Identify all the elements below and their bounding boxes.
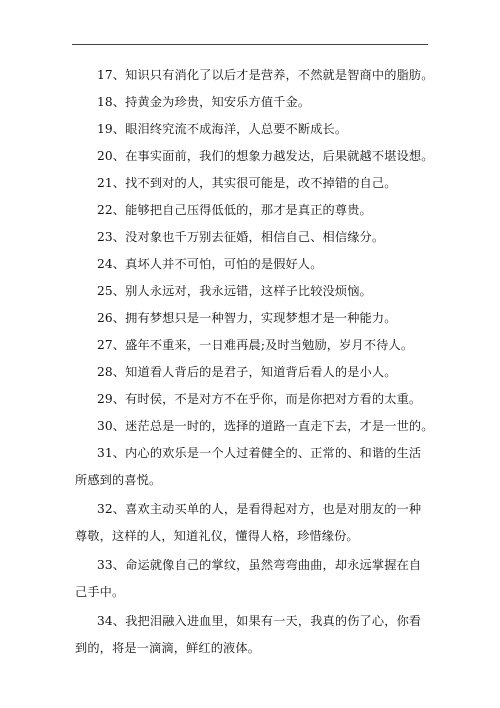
quote-item-24: 24、真坏人并不可怕，可怕的是假好人。 [97,257,323,271]
quote-item-20: 20、在事实面前，我们的想象力越发达，后果就越不堪设想。 [97,149,434,163]
quote-item-22: 22、能够把自己压得低低的，那才是真正的尊贵。 [97,203,372,217]
quote-item-29: 29、有时侯，不是对方不在乎你，而是你把对方看的太重。 [97,392,422,406]
quote-item-28: 28、知道看人背后的是君子，知道背后看人的是小人。 [97,365,397,379]
quote-item-21: 21、找不到对的人，其实很可能是，改不掉错的自己。 [97,176,397,190]
header-rule [72,44,428,45]
quote-item-23: 23、没对象也千万别去征婚，相信自己、相信缘分。 [97,230,385,244]
quote-item-32: 32、喜欢主动买单的人，是看得起对方，也是对朋友的一种尊敬，这样的人，知道礼仪，懂得人格，珍惜缘份。 [75,502,422,543]
quote-item-17: 17、知识只有消化了以后才是营养，不然就是智商中的脂肪。 [97,68,434,82]
quote-item-33: 33、命运就像自己的掌纹，虽然弯弯曲曲，却永远掌握在自己手中。 [75,558,422,599]
quote-item-26: 26、拥有梦想只是一种智力，实现梦想才是一种能力。 [97,311,397,325]
quote-item-18: 18、持黄金为珍贵，知安乐方值千金。 [97,95,311,109]
quote-item-19: 19、眼泪终究流不成海洋，人总要不断成长。 [97,122,348,136]
quote-list [0,62,500,664]
quote-item-31: 31、内心的欢乐是一个人过着健全的、正常的、和谐的生活所感到的喜悦。 [75,446,422,487]
quote-item-27: 27、盛年不重来，一日难再晨;及时当勉励，岁月不待人。 [97,338,414,352]
quote-item-25: 25、别人永远对，我永远错，这样子比较没烦恼。 [97,284,372,298]
quote-item-30: 30、迷茫总是一时的，选择的道路一直走下去，才是一世的。 [97,419,434,433]
quote-item-34: 34、我把泪融入进血里，如果有一天，我真的伤了心，你看到的，将是一滴滴，鲜红的液体。 [75,614,422,655]
